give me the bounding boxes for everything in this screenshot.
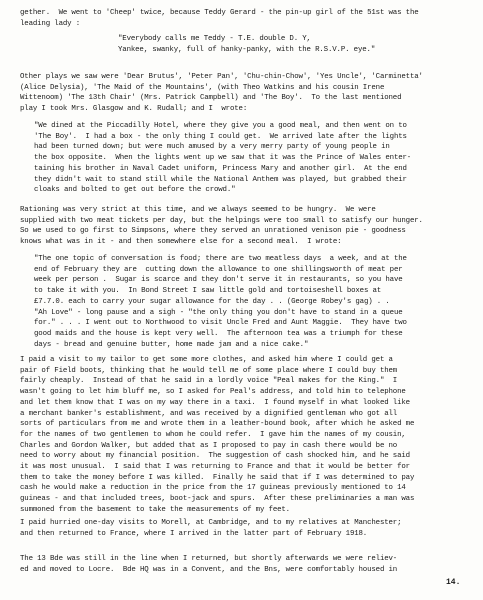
paragraph-cheep: gether. We went to 'Cheep' twice, because Teddy Gerard - the pin-up girl of the 51st was the leading lady :: [20, 9, 419, 28]
page-number: 14.: [446, 578, 461, 587]
paragraph-tailor-visit: I paid a visit to my tailor to get some more clothes, and asked him where I could get a pair of Field boots, thinking that he would tell me of some place where I could buy them fairly cheaply. Instead of that he said in a lordly voice "Peal makes for the King." I wasn't going to let him bluff me, so I asked for Peal's address, and told him to telephone and let them know that I was on my way there in a taxi. I found myself in what looked like a merchant banker's establishment, and was received by a dignified gentleman who got all sorts of particulars from me and wrote them in a leather-bound book, after which he asked me for the names of two gentlemen to whom he could refer. I gave him the names of my cousin, Charles and Gordon Walker, but added that as I proposed to pay in cash there would be no need to worry about my financial position. The suggestion of cash shocked him, and he said it was most unusual. I said that I was returning to France and that it would be better for them to take the money before I was killed. Finally he said that if I was determined to pay cash he would make a reduction in the price from the 17 guineas previously mentioned to 14 guineas - and that included trees, boot-jack and spurs. After these preliminaries a man was summoned from the basement to take the measurements of my feet.: [20, 356, 415, 514]
paragraph-rationing: Rationing was very strict at this time, and we always seemed to be hungry. We were supplied with two meat tickets per day, but the helpings were too small to satisfy our hunger. So we used to go first to Simpsons, where they served an unrationed venison pie - goodness knows what was in it - and then somewhere else for a second meal. I wrote:: [20, 206, 423, 247]
quote-piccadilly-dinner: "We dined at the Piccadilly Hotel, where they give you a good meal, and then went on to 'The Boy'. I had a box - the only thing I could get. We arrived late after the lights had been turned down; but were much amused by a very merry party of young people in the box opposite. When the lights went up we saw that it was the Prince of Wales enter- taining his brother in Naval Cadet uniform, Princess Mary and another girl. At the end they didn't wait to stand still while the National Anthem was played, but grabbed their cloaks and bolted to get out before the crowd.": [34, 122, 412, 195]
paragraph-return-to-france: I paid hurried one-day visits to Morell, at Cambridge, and to my relatives at Manchester; and then returned to France, where I arrived in the latter part of February 1918.: [20, 519, 402, 538]
paragraph-other-plays: Other plays we saw were 'Dear Brutus', 'Peter Pan', 'Chu-chin-Chow', 'Yes Uncle', 'Carminetta' (Alice Delysia), 'The Maid of the Mountains', (with Theo Watkins and his cousin Irene Wittenoom) 'The 13th Chair' (Mrs. Patrick Campbell) and 'The Boy'. To the last mentioned play I took Mrs. Glasgow and K. Rudall; and I wrote:: [20, 73, 423, 114]
quote-food-conversation: "The one topic of conversation is food; there are two meatless days a week, and at the end of February they are cutting down the allowance to one shillingsworth of meat per week per person . Sugar is scarce and they don't serve it in restaurants, so you have to take it with you. In Bond Street I saw little gold and tortoiseshell boxes at £7.7.0. each to carry your sugar allowance for the day . . (George Robey's gag) . . "Ah Love" - long pause and a sigh - "the only thing you don't have to stand in a queue for." . . . I went out to Northwood to visit Uncle Fred and Aunt Maggie. They have two good maids and the house is kept very well. The afternoon tea was a triumph for these days - bread and genuine butter, home made jam and a nice cake.": [34, 255, 407, 349]
song-verse: "Everybody calls me Teddy - T.E. double D. Y, Yankee, swanky, full of hanky-panky, with the R.S.V.P. eye.": [118, 35, 376, 54]
paragraph-13-bde: The 13 Bde was still in the line when I returned, but shortly afterwards we were reliev- ed and moved to Locre. Bde HQ was in a Convent, and the Bns, were comfortably housed in: [20, 555, 398, 574]
